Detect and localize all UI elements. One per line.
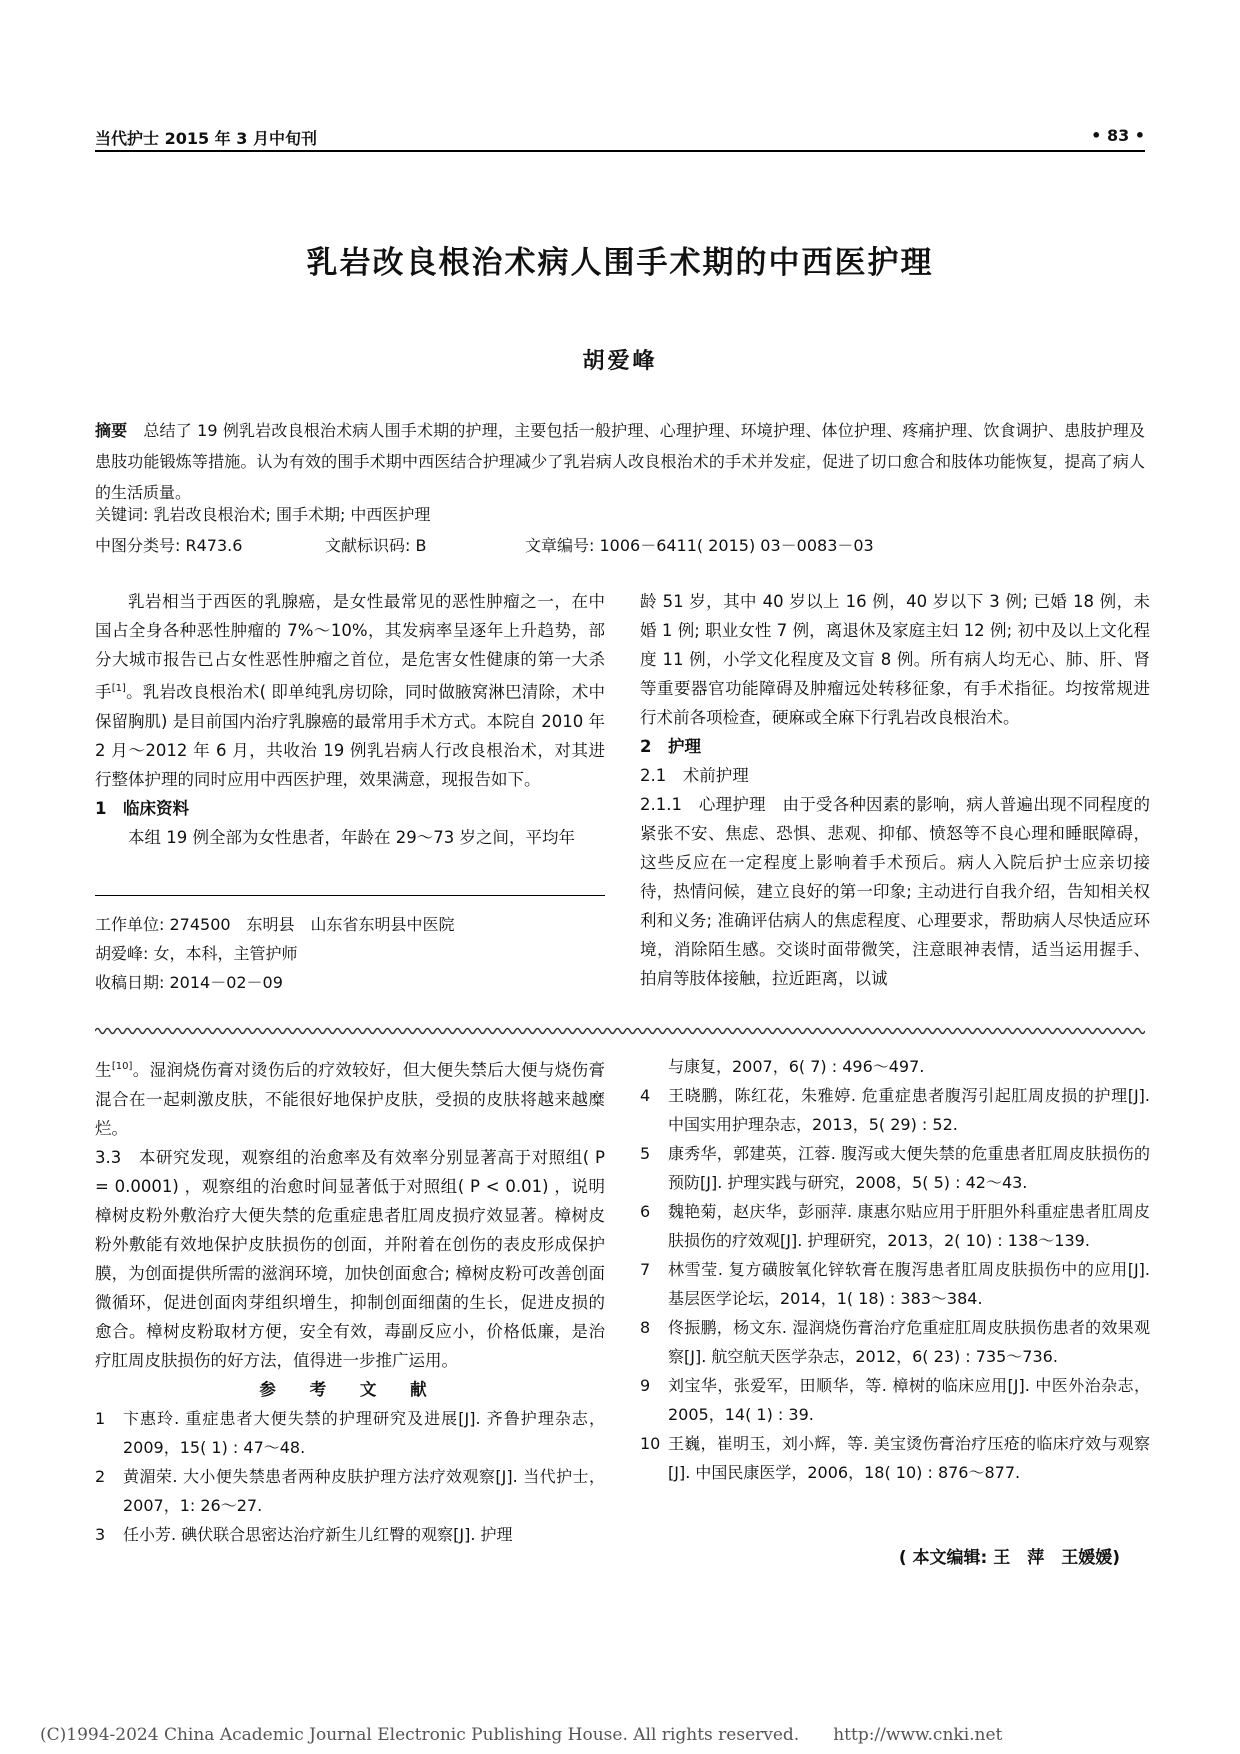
reference-text: 任小芳. 碘伏联合思密达治疗新生儿红臀的观察[J]. 护理 — [123, 1524, 513, 1544]
abstract-label: 摘要 — [95, 421, 128, 440]
keywords: 关键词: 乳岩改良根治术; 围手术期; 中西医护理 — [95, 505, 431, 524]
reference-item — [640, 1139, 1150, 1197]
reference-item — [640, 1255, 1150, 1313]
citation-10: [10] — [111, 1061, 133, 1072]
reference-item — [95, 1462, 605, 1520]
reference-number: 8 — [640, 1318, 651, 1337]
reference-item — [640, 1052, 1150, 1081]
clinical-paragraph: 本组 19 例全部为女性患者，年龄在 29～73 岁之间，平均年 — [128, 827, 575, 847]
prev-text-a: 生 — [95, 1060, 112, 1080]
reference-item — [640, 1197, 1150, 1255]
reference-number: 10 — [640, 1434, 661, 1453]
reference-text: 王巍，崔明玉，刘小辉，等. 美宝烫伤膏治疗压疮的临床疗效与观察[J]. 中国民康医学，2006，18( 10) : 876～877. — [668, 1434, 1150, 1482]
reference-number: 3 — [95, 1524, 106, 1544]
document-code: 文献标识码: B — [325, 536, 427, 555]
section-1-heading: 1 临床资料 — [95, 798, 189, 818]
page-number: • 83 • — [1091, 126, 1145, 145]
reference-text: 佟振鹏，杨文东. 湿润烧伤膏治疗危重症肛周皮肤损伤患者的效果观察[J]. 航空航天医学杂志，2012，6( 23) : 735～736. — [668, 1318, 1150, 1366]
editors-note: ( 本文编辑: 王 萍 王媛媛) — [898, 1548, 1120, 1568]
left-column-top — [95, 587, 605, 852]
reference-number: 6 — [640, 1202, 651, 1221]
reference-number: 9 — [640, 1376, 651, 1395]
citation-1: [1] — [111, 683, 126, 694]
reference-item — [640, 1371, 1150, 1429]
prev-article-paragraph — [95, 1052, 605, 1143]
intro-paragraph — [95, 587, 605, 794]
reference-item — [640, 1081, 1150, 1139]
reference-text: 卞惠玲. 重症患者大便失禁的护理研究及进展[J]. 齐鲁护理杂志，2009，15( 1) : 47～48. — [123, 1408, 605, 1457]
abstract — [95, 415, 1145, 508]
intro-text-a: 乳岩相当于西医的乳腺癌，是女性最常见的恶性肿瘤之一，在中国占全身各种恶性肿瘤的 7%～10%，其发病率呈逐年上升趋势，部分大城市报告已占女性恶性肿瘤之首位，是危害女性健康的第一大杀手 — [95, 592, 605, 702]
article-number: 文章编号: 1006－6411( 2015) 03－0083－03 — [525, 536, 874, 555]
article-title: 乳岩改良根治术病人围手术期的中西医护理 — [306, 245, 934, 281]
right-column-top — [640, 587, 1150, 993]
author-footnote — [95, 910, 605, 997]
clc-number: 中图分类号: R473.6 — [95, 536, 243, 555]
section-3-3-paragraph: 3.3 本研究发现，观察组的治愈率及有效率分别显著高于对照组( P = 0.0001) ，观察组的治愈时间显著低于对照组( P < 0.01) ，说明樟树皮粉外敷治疗大便失禁的危重症患者肛周皮损疗效显著。樟树皮粉外敷能有效地保护皮肤损伤的创面，并附着在创伤的表皮形成保护膜，为创面提供所需的滋润环境，加快创面愈合; 樟树皮粉可改善创面微循环，促进创面肉芽组织增生，抑制创面细菌的生长，促进皮损的愈合。樟树皮粉取材方便，安全有效，毒副反应小，价格低廉，是治疗肛周皮肤损伤的好方法，值得进一步推广运用。 — [95, 1147, 605, 1370]
abstract-text: 总结了 19 例乳岩改良根治术病人围手术期的护理，主要包括一般护理、心理护理、环境护理、体位护理、疼痛护理、饮食调护、患肢护理及患肢功能锻炼等措施。认为有效的围手术期中西医结合护理减少了乳岩病人改良根治术的手术并发症，促进了切口愈合和肢体功能恢复，提高了病人的生活质量。 — [95, 421, 1145, 502]
copyright-line: (C)1994-2024 China Academic Journal Electronic Publishing House. All rights reserved. http://www.cnki.net — [40, 1725, 1003, 1745]
reference-text: 与康复，2007，6( 7) : 496～497. — [668, 1057, 925, 1076]
psych-care-paragraph: 2.1.1 心理护理 由于受各种因素的影响，病人普遍出现不同程度的紧张不安、焦虑、恐惧、悲观、抑郁、愤怒等不良心理和睡眠障碍，这些反应在一定程度上影响着手术预后。病人入院后护士应亲切接待，热情问候，建立良好的第一印象; 主动进行自我介绍，告知相关权利和义务; 准确评估病人的焦虑程度、心理要求，帮助病人尽快适应环境，消除陌生感。交谈时面带微笑，注意眼神表情，适当运用握手、拍肩等肢体接触，拉近距离，以诚 — [640, 795, 1150, 988]
received-date: 收稿日期: 2014－02－09 — [95, 973, 283, 992]
reference-item — [640, 1313, 1150, 1371]
reference-text: 林雪莹. 复方磺胺氧化锌软膏在腹泻患者肛周皮肤损伤中的应用[J]. 基层医学论坛，2014，1( 18) : 383～384. — [668, 1260, 1150, 1308]
reference-number: 1 — [95, 1408, 106, 1428]
author-name: 胡爱峰 — [582, 349, 658, 374]
reference-text: 王晓鹏，陈红花，朱雅婷. 危重症患者腹泻引起肛周皮损的护理[J]. 中国实用护理杂志，2013，5( 29) : 52. — [668, 1086, 1150, 1134]
reference-number: 4 — [640, 1086, 651, 1105]
journal-header: 当代护士 2015 年 3 月中旬刊 — [95, 129, 317, 148]
article-separator-wave — [95, 1025, 1145, 1037]
reference-number: 5 — [640, 1144, 651, 1163]
section-2-heading: 2 护理 — [640, 737, 701, 756]
reference-item — [640, 1429, 1150, 1487]
header-rule — [95, 150, 1145, 152]
section-2-1-heading: 2.1 术前护理 — [640, 766, 749, 785]
reference-number: 2 — [95, 1466, 106, 1486]
clinical-continued: 龄 51 岁，其中 40 岁以上 16 例，40 岁以下 3 例; 已婚 18 例，未婚 1 例; 职业女性 7 例，离退休及家庭主妇 12 例; 初中及以上文化程度 11 例，小学文化程度及文盲 8 例。所有病人均无心、肺、肝、肾等重要器官功能障碍及肿瘤远处转移征象，有手术指征。均按常规进行术前各项检查，硬麻或全麻下行乳岩改良根治术。 — [640, 592, 1150, 727]
footnote-rule — [95, 895, 605, 896]
reference-text: 康秀华，郭建英，江蓉. 腹泻或大便失禁的危重患者肛周皮肤损伤的预防[J]. 护理实践与研究，2008，5( 5) : 42～43. — [668, 1144, 1150, 1192]
reference-text: 黄湄荣. 大小便失禁患者两种皮肤护理方法疗效观察[J]. 当代护士，2007，1: 26～27. — [123, 1466, 605, 1515]
intro-text-b: 。乳岩改良根治术( 即单纯乳房切除，同时做腋窝淋巴清除，术中保留胸肌) 是目前国内治疗乳腺癌的最常用手术方式。本院自 2010 年 2 月～2012 年 6 月，共收治 19 例乳岩病人行改良根治术，对其进行整体护理的同时应用中西医护理，效果满意，现报告如下。 — [95, 682, 606, 789]
prev-text-b: 。湿润烧伤膏对烫伤后的疗效较好，但大便失禁后大便与烧伤膏混合在一起刺激皮肤，不能很好地保护皮肤，受损的皮肤将越来越糜烂。 — [95, 1060, 606, 1138]
right-column-bottom — [640, 1052, 1150, 1487]
references-heading: 参 考 文 献 — [259, 1379, 441, 1399]
reference-text: 魏艳菊，赵庆华，彭丽萍. 康惠尔贴应用于肝胆外科重症患者肛周皮肤损伤的疗效观[J]. 护理研究，2013，2( 10) : 138～139. — [668, 1202, 1150, 1250]
work-unit: 工作单位: 274500 东明县 山东省东明县中医院 — [95, 915, 455, 934]
reference-number — [640, 1052, 668, 1081]
left-column-bottom — [95, 1052, 605, 1549]
reference-item — [95, 1520, 605, 1549]
reference-text: 刘宝华，张爱军，田顺华，等. 樟树的临床应用[J]. 中医外治杂志，2005，14( 1) : 39. — [668, 1376, 1150, 1424]
references-list-right — [640, 1052, 1150, 1487]
author-bio: 胡爱峰: 女，本科，主管护师 — [95, 944, 298, 963]
references-list-left — [95, 1404, 605, 1549]
reference-item — [95, 1404, 605, 1462]
reference-number: 7 — [640, 1260, 651, 1279]
